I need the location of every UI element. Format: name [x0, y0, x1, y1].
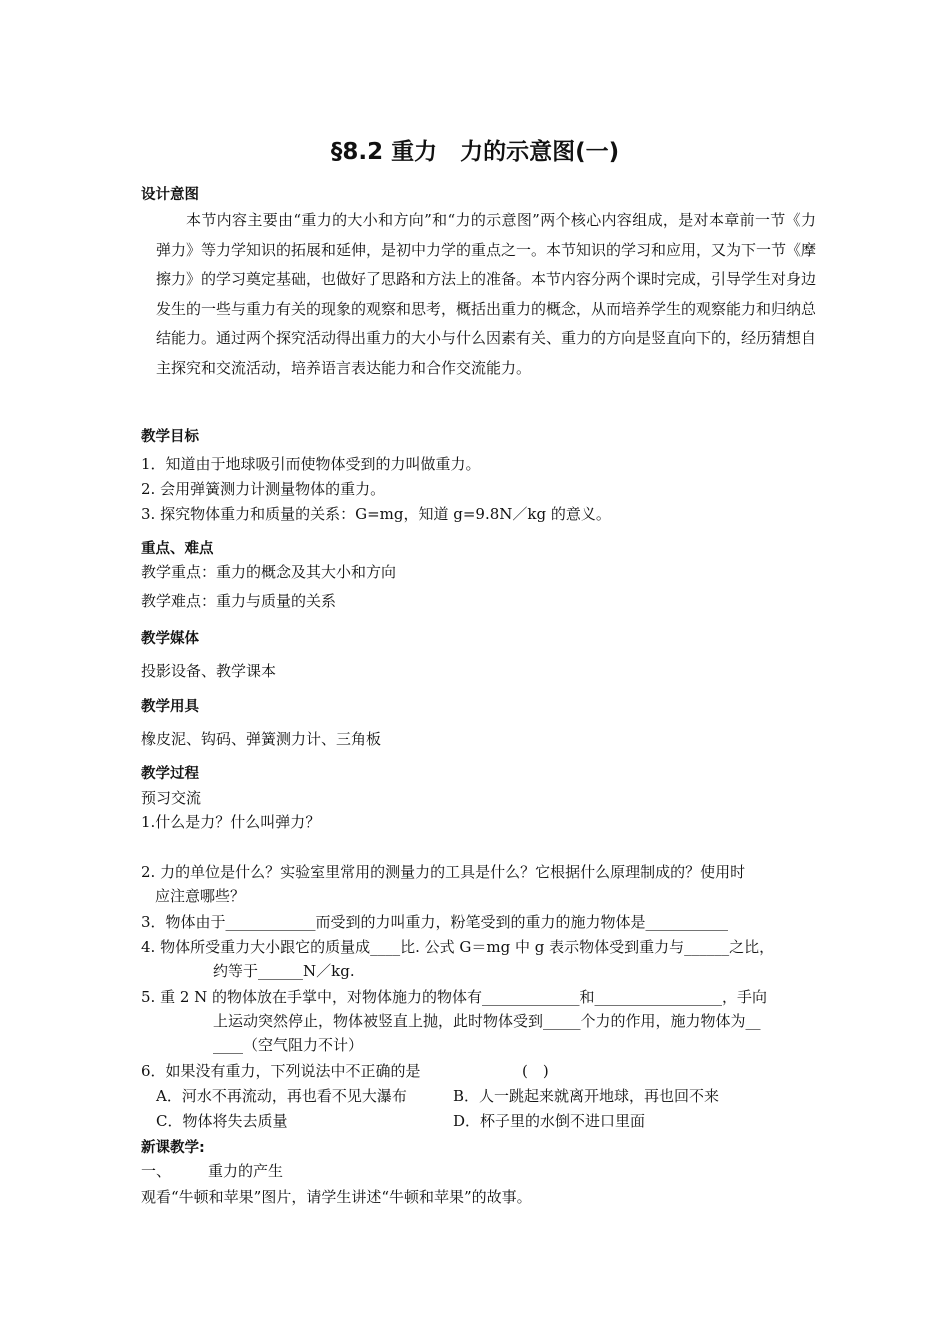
- question-5-line-3: ____（空气阻力不计）: [213, 1036, 364, 1054]
- section-number: 一、: [141, 1162, 172, 1180]
- question-1: 1.什么是力？什么叫弹力？: [141, 813, 321, 831]
- design-intent-paragraph: 本节内容主要由“重力的大小和方向”和“力的示意图”两个核心内容组成，是对本章前一节《力 弹力》等力学知识的拓展和延伸，是初中力学的重点之一。本节知识的学习和应用，又为下一节《摩擦力》的学习奠定基础，也做好了思路和方法上的准备。本节内容分两个课时完成，引导学生对身边发生的一些与重力有关的现象的观察和思考，概括出重力的概念，从而培养学生的观察能力和归纳总结能力。通过两个探究活动得出重力的大小与什么因素有关、重力的方向是竖直向下的，经历猜想自主探究和交流活动，培养语言表达能力和合作交流能力。: [156, 211, 832, 377]
- option-c: C．物体将失去质量: [156, 1112, 288, 1130]
- question-6: 6．如果没有重力，下列说法中不正确的是: [141, 1062, 421, 1080]
- objectives-heading: 教学目标: [141, 429, 199, 445]
- new-lesson-text: 观看“牛顿和苹果”图片，请学生讲述“牛顿和苹果”的故事。: [141, 1188, 532, 1206]
- media-heading: 教学媒体: [141, 631, 199, 647]
- objective-item-1: 1．知道由于地球吸引而使物体受到的力叫做重力。: [141, 455, 481, 473]
- page-title: §8.2 重力 力的示意图(一): [330, 139, 620, 165]
- option-a: A．河水不再流动，再也看不见大瀑布: [156, 1087, 407, 1105]
- question-3: 3．物体由于____________而受到的力叫重力，粉笔受到的重力的施力物体是___________: [141, 913, 729, 931]
- tools-heading: 教学用具: [141, 699, 199, 715]
- teaching-difficulty: 教学难点：重力与质量的关系: [141, 592, 337, 610]
- question-2-line-1: 2. 力的单位是什么？实验室里常用的测量力的工具是什么？它根据什么原理制成的？使用时: [141, 863, 746, 881]
- media-text: 投影设备、教学课本: [141, 662, 277, 680]
- teaching-focus: 教学重点：重力的概念及其大小和方向: [141, 563, 397, 581]
- section-title: 重力的产生: [208, 1162, 284, 1180]
- question-5-line-1: 5. 重 2 N 的物体放在手掌中，对物体施力的物体有_____________和_________________，手向: [141, 988, 768, 1006]
- question-5-line-2: 上运动突然停止，物体被竖直上抛，此时物体受到_____个力的作用，施力物体为__: [213, 1012, 761, 1030]
- design-intent-heading: 设计意图: [141, 187, 199, 203]
- preview-label: 预习交流: [141, 789, 202, 807]
- question-4-line-1: 4. 物体所受重力大小跟它的质量成____比. 公式 G＝mg 中 g 表示物体受到重力与______之比，: [141, 938, 775, 956]
- option-d: D．杯子里的水倒不进口里面: [453, 1112, 646, 1130]
- process-heading: 教学过程: [141, 766, 199, 782]
- tools-text: 橡皮泥、钩码、弹簧测力计、三角板: [141, 730, 382, 748]
- question-6-answer-bracket: ( ): [522, 1062, 549, 1080]
- objective-item-2: 2. 会用弹簧测力计测量物体的重力。: [141, 480, 386, 498]
- new-lesson-heading: 新课教学:: [141, 1140, 205, 1156]
- question-4-line-2: 约等于______N／kg.: [213, 962, 355, 980]
- option-b: B．人一跳起来就离开地球，再也回不来: [453, 1087, 720, 1105]
- objective-item-3: 3. 探究物体重力和质量的关系：G=mg，知道 g=9.8N／kg 的意义。: [141, 505, 611, 523]
- question-2-line-2: 应注意哪些？: [155, 887, 246, 905]
- key-points-heading: 重点、难点: [141, 541, 214, 557]
